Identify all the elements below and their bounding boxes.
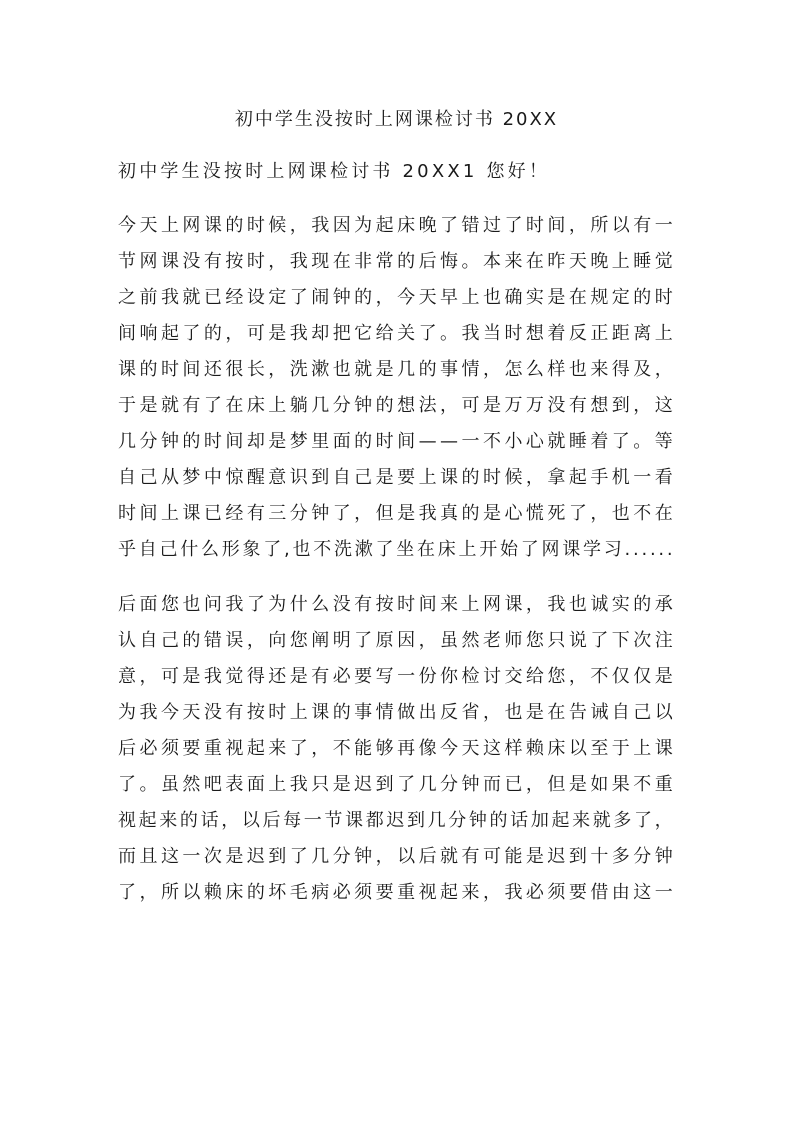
document-title: 初中学生没按时上网课检讨书 20XX (234, 109, 559, 130)
paragraph-line: 认 自 己 的 错 误 ， 向 您 阐 明 了 原 因 ， 虽 然 老 师 您 只 说 了 下 次 注 (118, 630, 673, 651)
paragraph-line: 时 间 上 课 已 经 有 三 分 钟 了 ， 但 是 我 真 的 是 心 慌 死 了 ， 也 不 在 (118, 503, 673, 524)
paragraph-line: 节 网 课 没 有 按 时 ， 我 现 在 非 常 的 后 悔 。 本 来 在 昨 天 晚 上 睡 觉 (118, 251, 673, 272)
paragraph-line: 而 且 这 一 次 是 迟 到 了 几 分 钟 ， 以 后 就 有 可 能 是 迟 到 十 多 分 钟 (118, 846, 673, 867)
paragraph-1 (118, 208, 673, 568)
paragraph-line: 间 响 起 了 的 ， 可 是 我 却 把 它 给 关 了 。 我 当 时 想 着 反 正 距 离 上 (118, 323, 673, 344)
paragraph-line: 今 天 上 网 课 的 时 候 ， 我 因 为 起 床 晚 了 错 过 了 时 间 ， 所 以 有 一 (118, 215, 673, 236)
paragraph-line: 自 己 从 梦 中 惊 醒 意 识 到 自 己 是 要 上 课 的 时 候 ， 拿 起 手 机 一 看 (118, 467, 673, 488)
paragraph-line: 于 是 就 有 了 在 床 上 躺 几 分 钟 的 想 法 ， 可 是 万 万 没 有 想 到 ， 这 (118, 395, 673, 416)
paragraph-line: 视 起 来 的 话 ， 以 后 每 一 节 课 都 迟 到 几 分 钟 的 话 加 起 来 就 多 了 ， (118, 810, 673, 831)
paragraph-line: 了 。 虽 然 吧 表 面 上 我 只 是 迟 到 了 几 分 钟 而 已 ， 但 是 如 果 不 重 (118, 774, 673, 795)
paragraph-line: 后 必 须 要 重 视 起 来 了 ， 不 能 够 再 像 今 天 这 样 赖 床 以 至 于 上 课 (118, 738, 673, 759)
paragraph-line: 几 分 钟 的 时 间 却 是 梦 里 面 的 时 间 — — 一 不 小 心 就 睡 着 了 。 等 (118, 431, 673, 452)
paragraph-line: 意 ， 可 是 我 觉 得 还 是 有 必 要 写 一 份 你 检 讨 交 给 您 ， 不 仅 仅 是 (118, 666, 673, 687)
paragraph-line: 后 面 您 也 问 我 了 为 什 么 没 有 按 时 间 来 上 网 课 ， 我 也 诚 实 的 承 (118, 594, 673, 615)
paragraph-line: 之 前 我 就 已 经 设 定 了 闹 钟 的 ， 今 天 早 上 也 确 实 是 在 规 定 的 时 (118, 287, 673, 308)
paragraph-line: 乎 自 己 什 么 形 象 了 , 也 不 洗 漱 了 坐 在 床 上 开 始 了 网 课 学 习 . . . . . . (118, 539, 673, 560)
paragraph-line: 了 ， 所 以 赖 床 的 坏 毛 病 必 须 要 重 视 起 来 ， 我 必 须 要 借 由 这 一 (118, 882, 673, 903)
greeting-line: 初中学生没按时上网课检讨书 20XX1 您好！ (118, 161, 551, 182)
paragraph-line: 课 的 时 间 还 很 长 ， 洗 漱 也 就 是 几 的 事 情 ， 怎 么 样 也 来 得 及 ， (118, 359, 673, 380)
paragraph-line: 为 我 今 天 没 有 按 时 上 课 的 事 情 做 出 反 省 ， 也 是 在 告 诫 自 己 以 (118, 702, 673, 723)
paragraph-2 (118, 587, 673, 911)
